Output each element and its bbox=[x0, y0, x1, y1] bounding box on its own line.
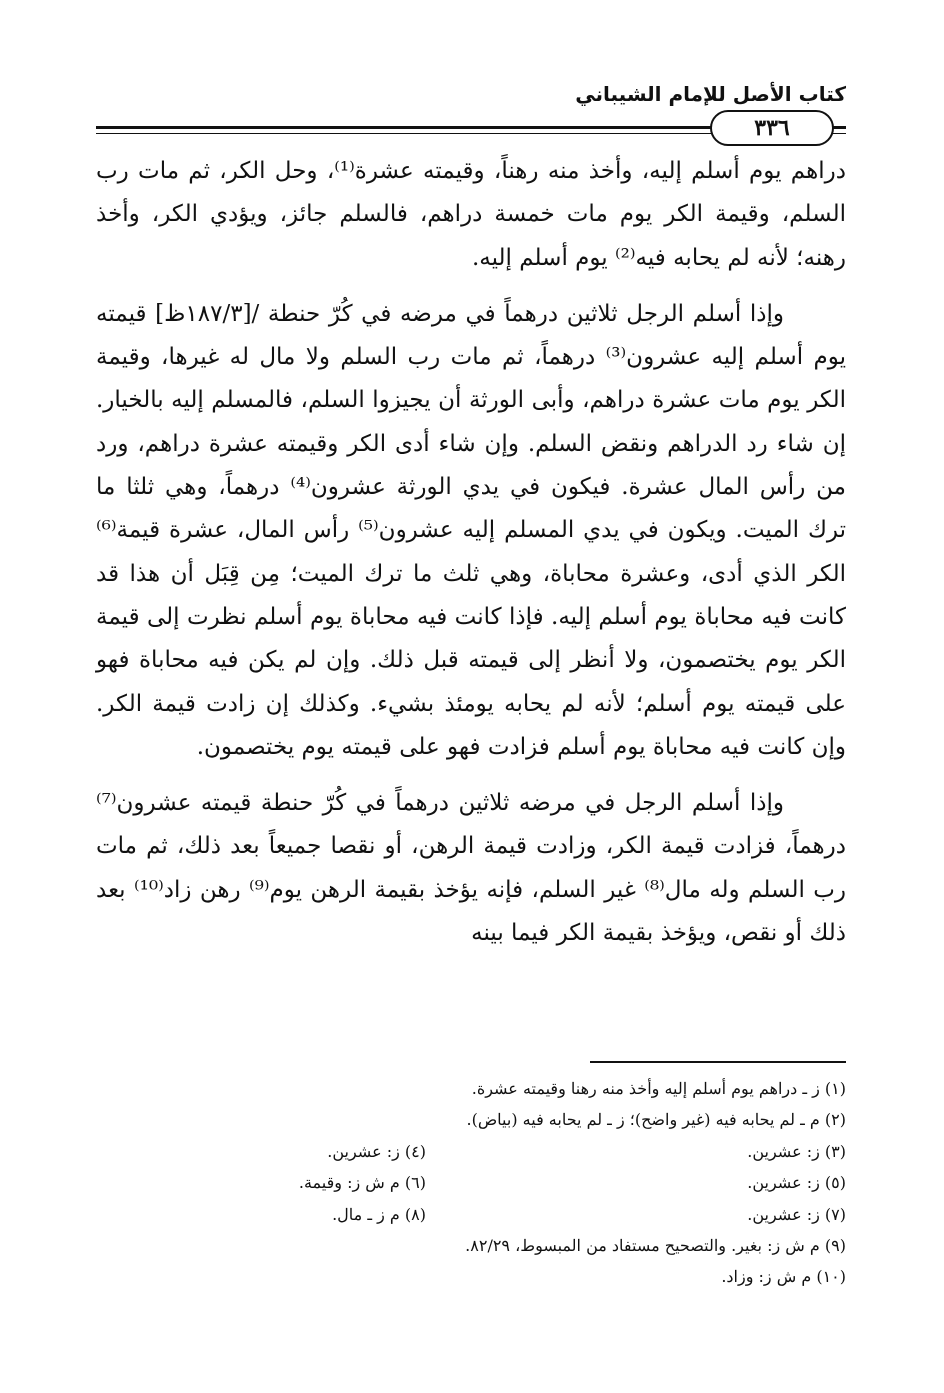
page-header bbox=[96, 82, 846, 142]
paragraph: دراهم يوم أسلم إليه، وأخذ منه رهناً، وقيمته عشرة⁽¹⁾، وحل الكر، ثم مات رب السلم، وقيمة الكر يوم مات خمسة دراهم، فالسلم جائز، ويؤدي الكر، وأخذ رهنه؛ لأنه لم يحابه فيه⁽²⁾ يوم أسلم إليه. bbox=[96, 158, 846, 271]
footnote-row bbox=[96, 1167, 846, 1198]
footnote: (٨) م ز ـ مال. bbox=[332, 1204, 426, 1224]
page-number-badge bbox=[710, 110, 834, 146]
footnote: (٣) ز: عشرين. bbox=[747, 1141, 846, 1161]
footnote-row bbox=[96, 1199, 846, 1230]
footnote: (٦) م ش ز: وقيمة. bbox=[298, 1173, 426, 1193]
footnote: (٥) ز: عشرين. bbox=[747, 1173, 846, 1193]
footnote-row bbox=[96, 1136, 846, 1167]
paragraph: وإذا أسلم الرجل في مرضه ثلاثين درهماً في كُرّ حنطة قيمته عشرون⁽⁷⁾ درهماً، فزادت قيمة الكر، وزادت قيمة الرهن، أو نقصا جميعاً بعد ذلك، ثم مات رب السلم وله مال⁽⁸⁾ غير السلم، فإنه يؤخذ بقيمة الرهن يوم⁽⁹⁾ رهن زاد⁽¹⁰⁾ بعد ذلك أو نقص، ويؤخذ بقيمة الكر فيما بينه bbox=[96, 790, 846, 947]
footnote-row bbox=[96, 1261, 846, 1292]
footnote: (١) ز ـ دراهم يوم أسلم إليه وأخذ منه رهنا وقيمته عشرة. bbox=[471, 1079, 846, 1098]
footnote-row bbox=[96, 1073, 846, 1104]
footnote-row bbox=[96, 1104, 846, 1135]
footnote: (٩) م ش ز: بغير. والتصحيح مستفاد من المبسوط، ٨٢/٢٩. bbox=[465, 1236, 846, 1256]
main-text bbox=[96, 150, 846, 955]
book-title: كتاب الأصل للإمام الشيباني bbox=[575, 82, 846, 106]
footnote: (٧) ز: عشرين. bbox=[747, 1204, 846, 1224]
footnote: (٤) ز: عشرين. bbox=[327, 1141, 426, 1161]
footnote: (٢) م ـ لم يحابه فيه (غير واضح)؛ ز ـ لم يحابه فيه (بياض). bbox=[466, 1110, 846, 1130]
footnote-separator bbox=[590, 1061, 846, 1063]
paragraph: وإذا أسلم الرجل ثلاثين درهماً في مرضه في كُرّ حنطة /[١٨٧/٣ظ] قيمته يوم أسلم إليه عشرون⁽³⁾ درهماً، ثم مات رب السلم ولا مال له غيرها، وقيمة الكر يوم مات عشرة دراهم، وأبى الورثة أن يجيزوا السلم، فالمسلم إليه بالخيار. إن شاء رد الدراهم ونقض السلم. وإن شاء أدى الكر وقيمته عشرة دراهم، ورد من رأس المال عشرة. فيكون في يدي الورثة عشرون⁽⁴⁾ درهماً، وهي ثلثا ما ترك الميت. ويكون في يدي المسلم إليه عشرون⁽⁵⁾ رأس المال، عشرة قيمة⁽⁶⁾ الكر الذي أدى، وعشرة محاباة، وهي ثلث ما ترك الميت؛ مِن قِبَل أن هذا قد كانت فيه محاباة يوم أسلم إليه. فإذا كانت فيه محاباة يوم أسلم نظرت إلى قيمة الكر يوم يختصمون، ولا أنظر إلى قيمته قبل ذلك. وإن لم يكن فيه محاباة فهو على قيمته يوم أسلم؛ لأنه لم يحابه يومئذ بشيء. وكذلك إن زادت قيمة الكر. وإن كانت فيه محاباة يوم أسلم فزادت فهو على قيمته يوم يختصمون. bbox=[96, 300, 847, 760]
footnote-row bbox=[96, 1230, 846, 1261]
footnote: (١٠) م ش ز: وزاد. bbox=[721, 1267, 846, 1287]
footnotes bbox=[96, 1073, 846, 1293]
page-number: ٣٣٦ bbox=[754, 115, 790, 141]
